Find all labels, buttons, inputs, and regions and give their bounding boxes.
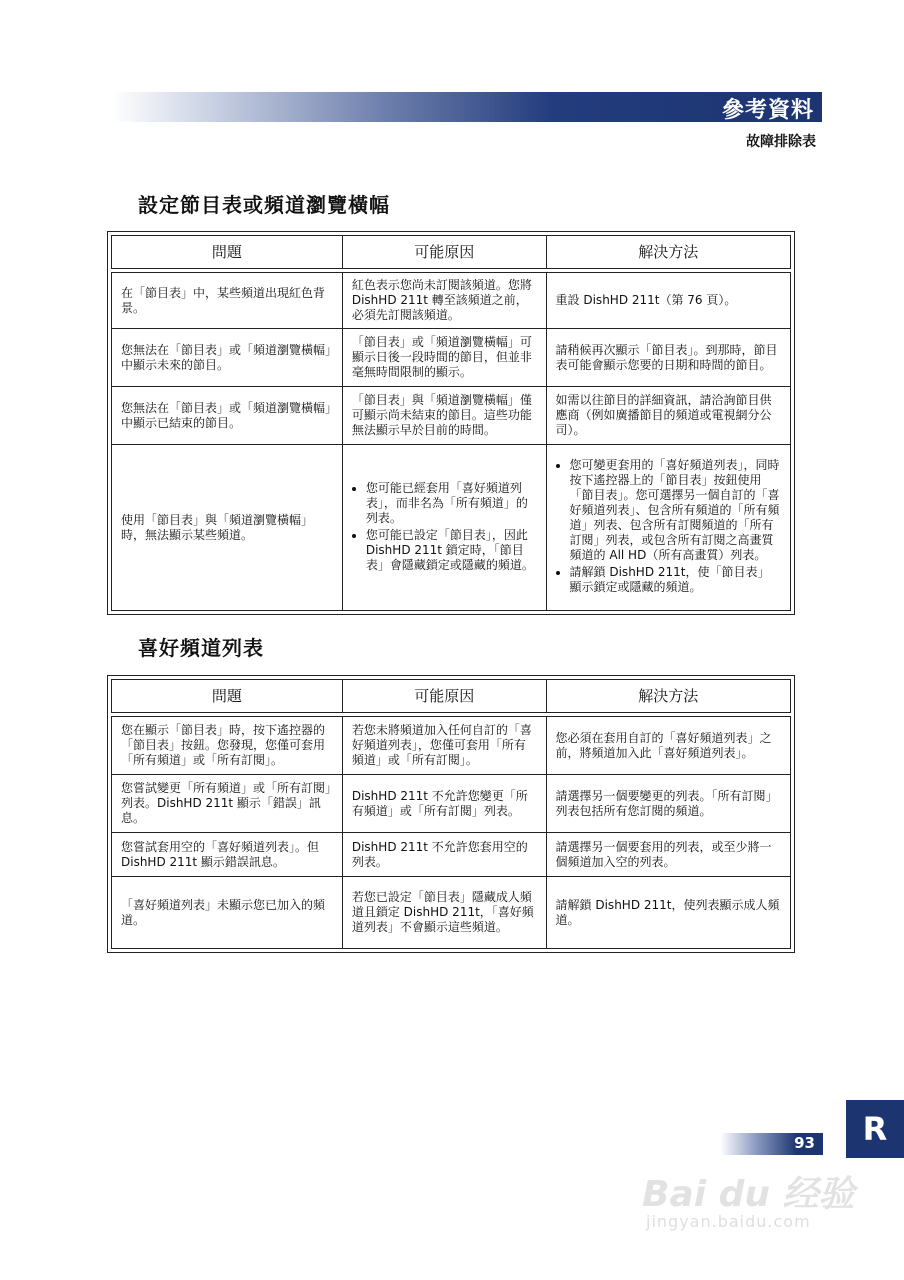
- problem-cell: 您無法在「節目表」或「頻道瀏覽橫幅」中顯示已結束的節目。: [112, 387, 343, 445]
- table-row: [112, 273, 791, 329]
- watermark: [640, 1158, 860, 1238]
- solution-list-item: • 請解鎖 DishHD 211t，使「節目表」顯示鎖定或隱藏的頻道。: [570, 565, 781, 595]
- table-header-row: [112, 680, 791, 713]
- solution-cell: 重設 DishHD 211t（第 76 頁）。: [546, 273, 790, 329]
- col-header-cause: 可能原因: [342, 680, 546, 713]
- problem-cell: 您無法在「節目表」或「頻道瀏覽橫幅」中顯示未來的節目。: [112, 329, 343, 387]
- table-row: [112, 329, 791, 387]
- cause-list-item: • 您可能已設定「節目表」，因此 DishHD 211t 鎖定時，「節目表」會隱藏鎖定或隱藏的頻道。: [366, 528, 537, 573]
- table-header-row: [112, 236, 791, 269]
- cause-list: [352, 481, 537, 573]
- table-row: [112, 387, 791, 445]
- solution-cell: 請選擇另一個要套用的列表，或至少將一個頻道加入空的列表。: [546, 833, 790, 877]
- troubleshoot-table-guide: [107, 231, 795, 615]
- solution-list: [556, 458, 781, 595]
- solution-cell: 如需以往節目的詳細資訊，請洽詢節目供應商（例如廣播節目的頻道或電視網分公司）。: [546, 387, 790, 445]
- problem-cell: 「喜好頻道列表」未顯示您已加入的頻道。: [112, 877, 343, 949]
- col-header-problem: 問題: [112, 236, 343, 269]
- solution-cell: 請解鎖 DishHD 211t，使列表顯示成人頻道。: [546, 877, 790, 949]
- cause-cell: [342, 445, 546, 611]
- section-title-favorites: 喜好頻道列表: [138, 636, 264, 660]
- header-band: [112, 92, 822, 122]
- cause-cell: 「節目表」或「頻道瀏覽橫幅」可顯示日後一段時間的節目，但並非毫無時間限制的顯示。: [342, 329, 546, 387]
- problem-cell: 您在顯示「節目表」時，按下遙控器的「節目表」按鈕。您發現，您僅可套用「所有頻道」或「所有訂閱」。: [112, 717, 343, 775]
- troubleshoot-table-favorites: [107, 675, 795, 953]
- table-row: [112, 833, 791, 877]
- col-header-solution: 解決方法: [546, 680, 790, 713]
- watermark-brand: Bai du 经验: [642, 1174, 855, 1215]
- cause-cell: 紅色表示您尚未訂閱該頻道。您將 DishHD 211t 轉至該頻道之前，必須先訂閱該頻道。: [342, 273, 546, 329]
- cause-cell: DishHD 211t 不允許您套用空的列表。: [342, 833, 546, 877]
- header-title: 參考資料: [721, 98, 814, 123]
- watermark-url: jingyan.baidu.com: [646, 1212, 811, 1231]
- cause-cell: 若您未將頻道加入任何自訂的「喜好頻道列表」，您僅可套用「所有頻道」或「所有訂閱」。: [342, 717, 546, 775]
- header-subtitle: 故障排除表: [746, 134, 816, 150]
- cause-cell: DishHD 211t 不允許您變更「所有頻道」或「所有訂閱」列表。: [342, 775, 546, 833]
- problem-cell: 您嘗試變更「所有頻道」或「所有訂閱」列表。DishHD 211t 顯示「錯誤」訊息。: [112, 775, 343, 833]
- problem-cell: 使用「節目表」與「頻道瀏覽橫幅」時，無法顯示某些頻道。: [112, 445, 343, 611]
- col-header-problem: 問題: [112, 680, 343, 713]
- problem-cell: 您嘗試套用空的「喜好頻道列表」。但 DishHD 211t 顯示錯誤訊息。: [112, 833, 343, 877]
- page-number: 93: [794, 1134, 815, 1152]
- cause-list-item: • 您可能已經套用「喜好頻道列表」，而非名為「所有頻道」的列表。: [366, 481, 537, 526]
- table-row: [112, 775, 791, 833]
- solution-cell: 請稍候再次顯示「節目表」。到那時，節目表可能會顯示您要的日期和時間的節目。: [546, 329, 790, 387]
- solution-cell: [546, 445, 790, 611]
- section-tab-r: R: [846, 1100, 904, 1158]
- cause-cell: 若您已設定「節目表」隱藏成人頻道且鎖定 DishHD 211t，「喜好頻道列表」不會顯示這些頻道。: [342, 877, 546, 949]
- solution-cell: 您必須在套用自訂的「喜好頻道列表」之前，將頻道加入此「喜好頻道列表」。: [546, 717, 790, 775]
- col-header-solution: 解決方法: [546, 236, 790, 269]
- page-number-band: [720, 1133, 823, 1155]
- table-row: [112, 877, 791, 949]
- cause-cell: 「節目表」與「頻道瀏覽橫幅」僅可顯示尚未結束的節目。這些功能無法顯示早於目前的時間。: [342, 387, 546, 445]
- solution-cell: 請選擇另一個要變更的列表。「所有訂閱」列表包括所有您訂閱的頻道。: [546, 775, 790, 833]
- section-title-guide: 設定節目表或頻道瀏覽橫幅: [138, 193, 390, 217]
- table-row: [112, 445, 791, 611]
- problem-cell: 在「節目表」中，某些頻道出現紅色背景。: [112, 273, 343, 329]
- col-header-cause: 可能原因: [342, 236, 546, 269]
- solution-list-item: • 您可變更套用的「喜好頻道列表」，同時按下遙控器上的「節目表」按鈕使用「節目表」。您可選擇另一個自訂的「喜好頻道列表」、包含所有頻道的「所有頻道」列表、包含所有訂閱頻道的「所有訂閱」列表，或包含所有訂閱之高畫質頻道的 All HD（所有高畫質）列表。: [570, 458, 781, 563]
- table-row: [112, 717, 791, 775]
